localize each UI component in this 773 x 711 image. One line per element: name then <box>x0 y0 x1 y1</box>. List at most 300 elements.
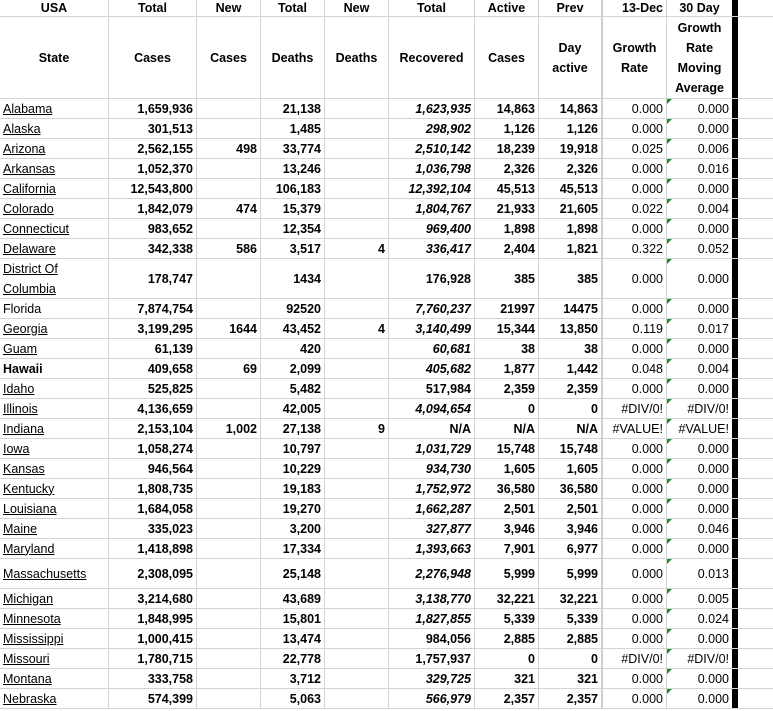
total-cases-cell[interactable]: 301,513 <box>109 119 197 138</box>
state-cell[interactable] <box>0 319 109 338</box>
new-deaths-cell[interactable] <box>325 159 389 178</box>
empty-cell[interactable] <box>738 539 773 558</box>
total-recovered-cell[interactable]: 1,752,972 <box>389 479 475 498</box>
total-deaths-cell[interactable]: 27,138 <box>261 419 325 438</box>
total-cases-cell[interactable]: 12,543,800 <box>109 179 197 198</box>
total-deaths-cell[interactable]: 2,099 <box>261 359 325 378</box>
state-link[interactable]: Idaho <box>3 381 35 396</box>
total-cases-cell[interactable]: 335,023 <box>109 519 197 538</box>
growth-rate-13-dec-cell[interactable]: 0.000 <box>603 479 667 498</box>
total-recovered-cell[interactable]: 1,031,729 <box>389 439 475 458</box>
growth-rate-13-dec-cell[interactable]: 0.000 <box>603 669 667 688</box>
total-recovered-cell[interactable]: 969,400 <box>389 219 475 238</box>
total-cases-cell[interactable]: 2,153,104 <box>109 419 197 438</box>
total-recovered-cell[interactable]: 3,140,499 <box>389 319 475 338</box>
new-deaths-cell[interactable] <box>325 629 389 648</box>
new-cases-cell[interactable] <box>197 589 261 608</box>
active-cases-cell[interactable]: 385 <box>475 259 539 298</box>
new-deaths-cell[interactable] <box>325 179 389 198</box>
growth-rate-13-dec-cell[interactable]: #DIV/0! <box>603 649 667 668</box>
growth-rate-30-day-moving-average-cell[interactable]: 0.000 <box>667 259 732 298</box>
prev-day-active-cell[interactable]: 5,999 <box>539 559 603 588</box>
prev-day-active-cell[interactable]: 2,359 <box>539 379 603 398</box>
new-deaths-cell[interactable] <box>325 609 389 628</box>
header-label-total-deaths[interactable] <box>261 17 325 98</box>
state-link[interactable]: Kentucky <box>3 481 55 496</box>
total-recovered-cell[interactable]: 3,138,770 <box>389 589 475 608</box>
total-recovered-cell[interactable]: 1,757,937 <box>389 649 475 668</box>
prev-day-active-cell[interactable]: 2,885 <box>539 629 603 648</box>
state-link[interactable]: Indiana <box>3 421 45 436</box>
state-cell[interactable] <box>0 159 109 178</box>
state-cell[interactable] <box>0 359 109 378</box>
active-cases-cell[interactable]: N/A <box>475 419 539 438</box>
growth-rate-30-day-moving-average-cell[interactable]: 0.024 <box>667 609 732 628</box>
empty-cell[interactable] <box>738 119 773 138</box>
new-cases-cell[interactable] <box>197 519 261 538</box>
total-deaths-cell[interactable]: 1434 <box>261 259 325 298</box>
state-link[interactable]: Florida <box>3 301 42 316</box>
active-cases-cell[interactable]: 321 <box>475 669 539 688</box>
state-cell[interactable] <box>0 419 109 438</box>
growth-rate-13-dec-cell[interactable]: 0.000 <box>603 179 667 198</box>
growth-rate-13-dec-cell[interactable]: 0.000 <box>603 689 667 708</box>
new-cases-cell[interactable] <box>197 539 261 558</box>
total-deaths-cell[interactable]: 15,379 <box>261 199 325 218</box>
new-deaths-cell[interactable] <box>325 119 389 138</box>
growth-rate-30-day-moving-average-cell[interactable]: 0.000 <box>667 459 732 478</box>
prev-day-active-cell[interactable]: 32,221 <box>539 589 603 608</box>
new-deaths-cell[interactable] <box>325 479 389 498</box>
total-recovered-cell[interactable]: 934,730 <box>389 459 475 478</box>
new-deaths-cell[interactable]: 4 <box>325 239 389 258</box>
total-cases-cell[interactable]: 1,659,936 <box>109 99 197 118</box>
total-deaths-cell[interactable]: 13,474 <box>261 629 325 648</box>
prev-day-active-cell[interactable]: 2,326 <box>539 159 603 178</box>
growth-rate-30-day-moving-average-cell[interactable]: 0.000 <box>667 669 732 688</box>
total-cases-cell[interactable]: 2,562,155 <box>109 139 197 158</box>
prev-day-active-cell[interactable]: 0 <box>539 399 603 418</box>
total-deaths-cell[interactable]: 10,797 <box>261 439 325 458</box>
total-recovered-cell[interactable]: 517,984 <box>389 379 475 398</box>
growth-rate-30-day-moving-average-cell[interactable]: 0.000 <box>667 439 732 458</box>
state-cell[interactable] <box>0 499 109 518</box>
total-deaths-cell[interactable]: 5,063 <box>261 689 325 708</box>
new-deaths-cell[interactable] <box>325 459 389 478</box>
new-cases-cell[interactable] <box>197 669 261 688</box>
header-cell-total-deaths[interactable]: Total <box>261 0 325 16</box>
empty-cell[interactable] <box>738 99 773 118</box>
empty-cell[interactable] <box>738 0 773 16</box>
total-cases-cell[interactable]: 333,758 <box>109 669 197 688</box>
growth-rate-13-dec-cell[interactable]: 0.000 <box>603 119 667 138</box>
growth-rate-13-dec-cell[interactable]: 0.000 <box>603 299 667 318</box>
empty-cell[interactable] <box>738 519 773 538</box>
total-cases-cell[interactable]: 1,780,715 <box>109 649 197 668</box>
empty-cell[interactable] <box>738 159 773 178</box>
total-deaths-cell[interactable]: 42,005 <box>261 399 325 418</box>
growth-rate-30-day-moving-average-cell[interactable]: 0.000 <box>667 339 732 358</box>
header-cell-growth-rate-13-dec[interactable]: 13-Dec <box>603 0 667 16</box>
growth-rate-30-day-moving-average-cell[interactable]: #DIV/0! <box>667 649 732 668</box>
active-cases-cell[interactable]: 45,513 <box>475 179 539 198</box>
state-link[interactable]: Kansas <box>3 461 45 476</box>
state-cell[interactable] <box>0 669 109 688</box>
state-cell[interactable] <box>0 559 109 588</box>
total-recovered-cell[interactable]: 12,392,104 <box>389 179 475 198</box>
total-cases-cell[interactable]: 2,308,095 <box>109 559 197 588</box>
empty-cell[interactable] <box>738 399 773 418</box>
growth-rate-13-dec-cell[interactable]: 0.000 <box>603 559 667 588</box>
new-cases-cell[interactable] <box>197 219 261 238</box>
state-cell[interactable] <box>0 339 109 358</box>
growth-rate-30-day-moving-average-cell[interactable]: 0.006 <box>667 139 732 158</box>
new-cases-cell[interactable] <box>197 99 261 118</box>
total-recovered-cell[interactable]: 566,979 <box>389 689 475 708</box>
growth-rate-13-dec-cell[interactable]: 0.000 <box>603 519 667 538</box>
total-deaths-cell[interactable]: 19,270 <box>261 499 325 518</box>
growth-rate-30-day-moving-average-cell[interactable]: #VALUE! <box>667 419 732 438</box>
growth-rate-30-day-moving-average-cell[interactable]: 0.017 <box>667 319 732 338</box>
empty-cell[interactable] <box>738 239 773 258</box>
state-link[interactable]: Nebraska <box>3 691 57 706</box>
prev-day-active-cell[interactable]: 38 <box>539 339 603 358</box>
prev-day-active-cell[interactable]: 14,863 <box>539 99 603 118</box>
state-cell[interactable] <box>0 239 109 258</box>
growth-rate-13-dec-cell[interactable]: #DIV/0! <box>603 399 667 418</box>
empty-cell[interactable] <box>738 339 773 358</box>
active-cases-cell[interactable]: 36,580 <box>475 479 539 498</box>
prev-day-active-cell[interactable]: 2,357 <box>539 689 603 708</box>
active-cases-cell[interactable]: 14,863 <box>475 99 539 118</box>
empty-cell[interactable] <box>738 689 773 708</box>
total-recovered-cell[interactable]: 1,393,663 <box>389 539 475 558</box>
total-cases-cell[interactable]: 525,825 <box>109 379 197 398</box>
prev-day-active-cell[interactable]: 6,977 <box>539 539 603 558</box>
new-cases-cell[interactable]: 1,002 <box>197 419 261 438</box>
new-deaths-cell[interactable] <box>325 219 389 238</box>
active-cases-cell[interactable]: 21997 <box>475 299 539 318</box>
state-link[interactable]: California <box>3 181 56 196</box>
total-recovered-cell[interactable]: 984,056 <box>389 629 475 648</box>
empty-cell[interactable] <box>738 259 773 298</box>
total-recovered-cell[interactable]: 329,725 <box>389 669 475 688</box>
empty-cell[interactable] <box>738 299 773 318</box>
total-cases-cell[interactable]: 1,808,735 <box>109 479 197 498</box>
active-cases-cell[interactable]: 18,239 <box>475 139 539 158</box>
header-cell-total-cases[interactable]: Total <box>109 0 197 16</box>
prev-day-active-cell[interactable]: 36,580 <box>539 479 603 498</box>
state-link[interactable]: Illinois <box>3 401 38 416</box>
total-recovered-cell[interactable]: N/A <box>389 419 475 438</box>
growth-rate-13-dec-cell[interactable]: 0.025 <box>603 139 667 158</box>
total-deaths-cell[interactable]: 13,246 <box>261 159 325 178</box>
active-cases-cell[interactable]: 1,126 <box>475 119 539 138</box>
total-deaths-cell[interactable]: 25,148 <box>261 559 325 588</box>
new-deaths-cell[interactable] <box>325 589 389 608</box>
state-cell[interactable] <box>0 649 109 668</box>
total-cases-cell[interactable]: 409,658 <box>109 359 197 378</box>
active-cases-cell[interactable]: 0 <box>475 649 539 668</box>
state-cell[interactable] <box>0 589 109 608</box>
state-link[interactable]: Columbia <box>3 281 56 296</box>
growth-rate-30-day-moving-average-cell[interactable]: 0.000 <box>667 629 732 648</box>
growth-rate-13-dec-cell[interactable]: 0.022 <box>603 199 667 218</box>
state-cell[interactable] <box>0 439 109 458</box>
new-cases-cell[interactable] <box>197 649 261 668</box>
growth-rate-13-dec-cell[interactable]: 0.000 <box>603 219 667 238</box>
prev-day-active-cell[interactable]: 3,946 <box>539 519 603 538</box>
empty-cell[interactable] <box>738 179 773 198</box>
prev-day-active-cell[interactable]: 2,501 <box>539 499 603 518</box>
new-deaths-cell[interactable] <box>325 669 389 688</box>
growth-rate-30-day-moving-average-cell[interactable]: 0.000 <box>667 499 732 518</box>
growth-rate-30-day-moving-average-cell[interactable]: #DIV/0! <box>667 399 732 418</box>
new-deaths-cell[interactable]: 4 <box>325 319 389 338</box>
total-cases-cell[interactable]: 7,874,754 <box>109 299 197 318</box>
growth-rate-13-dec-cell[interactable]: 0.119 <box>603 319 667 338</box>
new-cases-cell[interactable] <box>197 299 261 318</box>
new-cases-cell[interactable] <box>197 179 261 198</box>
active-cases-cell[interactable]: 2,404 <box>475 239 539 258</box>
total-cases-cell[interactable]: 1,052,370 <box>109 159 197 178</box>
state-cell[interactable] <box>0 119 109 138</box>
total-deaths-cell[interactable]: 43,452 <box>261 319 325 338</box>
state-cell[interactable] <box>0 539 109 558</box>
active-cases-cell[interactable]: 1,877 <box>475 359 539 378</box>
prev-day-active-cell[interactable]: 1,898 <box>539 219 603 238</box>
header-label-prev-day-active[interactable] <box>539 17 603 98</box>
active-cases-cell[interactable]: 32,221 <box>475 589 539 608</box>
active-cases-cell[interactable]: 15,344 <box>475 319 539 338</box>
growth-rate-13-dec-cell[interactable]: 0.000 <box>603 589 667 608</box>
total-deaths-cell[interactable]: 3,517 <box>261 239 325 258</box>
prev-day-active-cell[interactable]: 14475 <box>539 299 603 318</box>
prev-day-active-cell[interactable]: 1,821 <box>539 239 603 258</box>
active-cases-cell[interactable]: 1,898 <box>475 219 539 238</box>
state-link[interactable]: Iowa <box>3 441 30 456</box>
new-cases-cell[interactable] <box>197 399 261 418</box>
new-deaths-cell[interactable] <box>325 359 389 378</box>
growth-rate-30-day-moving-average-cell[interactable]: 0.000 <box>667 179 732 198</box>
new-deaths-cell[interactable] <box>325 539 389 558</box>
growth-rate-13-dec-cell[interactable]: 0.000 <box>603 339 667 358</box>
total-recovered-cell[interactable]: 2,510,142 <box>389 139 475 158</box>
total-cases-cell[interactable]: 4,136,659 <box>109 399 197 418</box>
total-cases-cell[interactable]: 3,199,295 <box>109 319 197 338</box>
state-cell[interactable] <box>0 179 109 198</box>
new-cases-cell[interactable] <box>197 379 261 398</box>
state-link[interactable]: Maryland <box>3 541 55 556</box>
growth-rate-30-day-moving-average-cell[interactable]: 0.000 <box>667 689 732 708</box>
active-cases-cell[interactable]: 2,885 <box>475 629 539 648</box>
state-cell[interactable] <box>0 479 109 498</box>
new-deaths-cell[interactable] <box>325 499 389 518</box>
prev-day-active-cell[interactable]: 5,339 <box>539 609 603 628</box>
empty-cell[interactable] <box>738 459 773 478</box>
total-recovered-cell[interactable]: 327,877 <box>389 519 475 538</box>
prev-day-active-cell[interactable]: 0 <box>539 649 603 668</box>
active-cases-cell[interactable]: 38 <box>475 339 539 358</box>
prev-day-active-cell[interactable]: 1,605 <box>539 459 603 478</box>
total-cases-cell[interactable]: 342,338 <box>109 239 197 258</box>
new-cases-cell[interactable] <box>197 119 261 138</box>
active-cases-cell[interactable]: 7,901 <box>475 539 539 558</box>
growth-rate-13-dec-cell[interactable]: 0.048 <box>603 359 667 378</box>
empty-cell[interactable] <box>738 629 773 648</box>
header-cell-new-deaths[interactable]: New <box>325 0 389 16</box>
empty-cell[interactable] <box>738 559 773 588</box>
new-cases-cell[interactable] <box>197 609 261 628</box>
growth-rate-13-dec-cell[interactable]: 0.000 <box>603 609 667 628</box>
state-link[interactable]: Missouri <box>3 651 50 666</box>
growth-rate-30-day-moving-average-cell[interactable]: 0.013 <box>667 559 732 588</box>
growth-rate-30-day-moving-average-cell[interactable]: 0.004 <box>667 199 732 218</box>
total-recovered-cell[interactable]: 1,036,798 <box>389 159 475 178</box>
empty-cell[interactable] <box>738 359 773 378</box>
state-link[interactable]: Arkansas <box>3 161 56 176</box>
header-cell-new-cases[interactable]: New <box>197 0 261 16</box>
total-cases-cell[interactable]: 1,000,415 <box>109 629 197 648</box>
growth-rate-30-day-moving-average-cell[interactable]: 0.000 <box>667 119 732 138</box>
new-deaths-cell[interactable] <box>325 559 389 588</box>
total-recovered-cell[interactable]: 60,681 <box>389 339 475 358</box>
new-deaths-cell[interactable] <box>325 439 389 458</box>
new-cases-cell[interactable] <box>197 339 261 358</box>
empty-cell[interactable] <box>738 669 773 688</box>
header-cell-growth-rate-30-day-moving-average[interactable]: 30 Day <box>679 1 720 15</box>
state-link[interactable]: Maine <box>3 521 38 536</box>
new-deaths-cell[interactable]: 9 <box>325 419 389 438</box>
total-deaths-cell[interactable]: 33,774 <box>261 139 325 158</box>
active-cases-cell[interactable]: 2,501 <box>475 499 539 518</box>
new-deaths-cell[interactable] <box>325 519 389 538</box>
active-cases-cell[interactable]: 5,339 <box>475 609 539 628</box>
state-cell[interactable] <box>0 689 109 708</box>
empty-cell[interactable] <box>738 439 773 458</box>
prev-day-active-cell[interactable]: 321 <box>539 669 603 688</box>
growth-rate-13-dec-cell[interactable]: 0.000 <box>603 629 667 648</box>
new-cases-cell[interactable] <box>197 499 261 518</box>
total-cases-cell[interactable]: 1,058,274 <box>109 439 197 458</box>
state-link[interactable]: Montana <box>3 671 52 686</box>
total-recovered-cell[interactable]: 1,623,935 <box>389 99 475 118</box>
total-deaths-cell[interactable]: 3,200 <box>261 519 325 538</box>
new-cases-cell[interactable]: 69 <box>197 359 261 378</box>
growth-rate-13-dec-cell[interactable]: 0.000 <box>603 459 667 478</box>
active-cases-cell[interactable]: 0 <box>475 399 539 418</box>
header-label-growth-rate-30-day-moving-average[interactable] <box>667 17 732 98</box>
header-cell-state[interactable]: USA <box>0 0 109 16</box>
total-deaths-cell[interactable]: 92520 <box>261 299 325 318</box>
growth-rate-30-day-moving-average-cell[interactable]: 0.052 <box>667 239 732 258</box>
empty-cell[interactable] <box>738 139 773 158</box>
empty-cell[interactable] <box>738 479 773 498</box>
active-cases-cell[interactable]: 21,933 <box>475 199 539 218</box>
state-cell[interactable] <box>0 219 109 238</box>
growth-rate-30-day-moving-average-cell[interactable]: 0.000 <box>667 219 732 238</box>
active-cases-cell[interactable]: 2,326 <box>475 159 539 178</box>
total-cases-cell[interactable]: 1,418,898 <box>109 539 197 558</box>
total-cases-cell[interactable]: 3,214,680 <box>109 589 197 608</box>
header-cell-total-recovered[interactable]: Total <box>389 0 475 16</box>
state-link[interactable]: Delaware <box>3 241 56 256</box>
active-cases-cell[interactable]: 2,359 <box>475 379 539 398</box>
state-link[interactable]: Massachusetts <box>3 566 87 581</box>
header-label-new-cases[interactable] <box>197 17 261 98</box>
new-deaths-cell[interactable] <box>325 339 389 358</box>
prev-day-active-cell[interactable]: 19,918 <box>539 139 603 158</box>
total-deaths-cell[interactable]: 22,778 <box>261 649 325 668</box>
total-deaths-cell[interactable]: 420 <box>261 339 325 358</box>
new-deaths-cell[interactable] <box>325 399 389 418</box>
total-deaths-cell[interactable]: 19,183 <box>261 479 325 498</box>
total-deaths-cell[interactable]: 17,334 <box>261 539 325 558</box>
new-cases-cell[interactable]: 474 <box>197 199 261 218</box>
total-cases-cell[interactable]: 983,652 <box>109 219 197 238</box>
total-cases-cell[interactable]: 946,564 <box>109 459 197 478</box>
state-cell[interactable] <box>0 519 109 538</box>
total-recovered-cell[interactable]: 176,928 <box>389 259 475 298</box>
prev-day-active-cell[interactable]: N/A <box>539 419 603 438</box>
new-deaths-cell[interactable] <box>325 379 389 398</box>
new-cases-cell[interactable]: 498 <box>197 139 261 158</box>
state-cell[interactable] <box>0 99 109 118</box>
state-cell[interactable] <box>0 609 109 628</box>
total-cases-cell[interactable]: 1,684,058 <box>109 499 197 518</box>
empty-cell[interactable] <box>738 649 773 668</box>
growth-rate-30-day-moving-average-cell[interactable]: 0.000 <box>667 99 732 118</box>
header-cell-active-cases[interactable]: Active <box>475 0 539 16</box>
new-cases-cell[interactable] <box>197 629 261 648</box>
total-cases-cell[interactable]: 61,139 <box>109 339 197 358</box>
header-label-active-cases[interactable] <box>475 17 539 98</box>
new-cases-cell[interactable] <box>197 559 261 588</box>
total-recovered-cell[interactable]: 1,662,287 <box>389 499 475 518</box>
prev-day-active-cell[interactable]: 1,126 <box>539 119 603 138</box>
new-cases-cell[interactable] <box>197 689 261 708</box>
state-link[interactable]: Alabama <box>3 101 53 116</box>
total-deaths-cell[interactable]: 10,229 <box>261 459 325 478</box>
growth-rate-30-day-moving-average-cell[interactable]: 0.005 <box>667 589 732 608</box>
growth-rate-30-day-moving-average-cell[interactable]: 0.004 <box>667 359 732 378</box>
new-deaths-cell[interactable] <box>325 689 389 708</box>
new-deaths-cell[interactable] <box>325 649 389 668</box>
growth-rate-30-day-moving-average-cell[interactable]: 0.000 <box>667 379 732 398</box>
new-cases-cell[interactable] <box>197 479 261 498</box>
total-deaths-cell[interactable]: 43,689 <box>261 589 325 608</box>
total-deaths-cell[interactable]: 106,183 <box>261 179 325 198</box>
empty-cell[interactable] <box>738 589 773 608</box>
state-cell[interactable] <box>0 139 109 158</box>
total-recovered-cell[interactable]: 298,902 <box>389 119 475 138</box>
active-cases-cell[interactable]: 1,605 <box>475 459 539 478</box>
growth-rate-13-dec-cell[interactable]: 0.000 <box>603 259 667 298</box>
prev-day-active-cell[interactable]: 45,513 <box>539 179 603 198</box>
state-cell[interactable] <box>0 399 109 418</box>
new-cases-cell[interactable]: 1644 <box>197 319 261 338</box>
active-cases-cell[interactable]: 2,357 <box>475 689 539 708</box>
header-label-state[interactable] <box>0 17 109 98</box>
total-deaths-cell[interactable]: 5,482 <box>261 379 325 398</box>
state-link[interactable]: Hawaii <box>3 361 43 376</box>
header-label-new-deaths[interactable] <box>325 17 389 98</box>
total-cases-cell[interactable]: 1,842,079 <box>109 199 197 218</box>
new-cases-cell[interactable] <box>197 159 261 178</box>
empty-cell[interactable] <box>738 319 773 338</box>
state-cell[interactable] <box>0 459 109 478</box>
total-recovered-cell[interactable]: 1,804,767 <box>389 199 475 218</box>
